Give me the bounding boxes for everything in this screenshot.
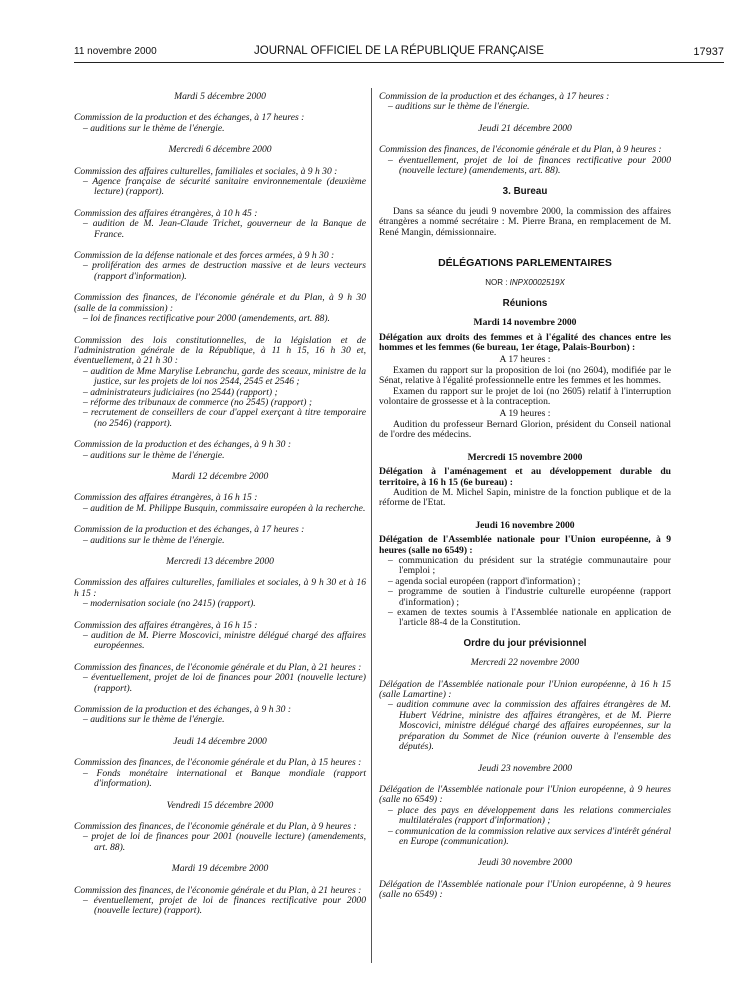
commission-entry: [74, 525, 366, 546]
continued-entry: [379, 92, 671, 113]
commission-heading: Commission des affaires étrangères, à 16 h 15 :: [74, 492, 258, 504]
agenda-items: [74, 314, 366, 324]
commission-heading: Commission des finances, de l'économie générale et du Plan, à 21 heures :: [74, 661, 362, 673]
agenda-item: – communication de la commission relative aux services d'intérêt général en Europe (communication).: [379, 827, 671, 848]
agenda-items: [379, 102, 671, 112]
commission-entry: [74, 251, 366, 282]
agenda-item: – place des pays en développement dans les relations commerciales multilatérales (rapport d'information) ;: [379, 806, 671, 827]
agenda-items: [379, 556, 671, 629]
agenda-item: – recrutement de conseillers de cour d'appel exerçant à titre temporaire (no 2546) (rapport).: [74, 408, 366, 429]
delegation-heading: Délégation aux droits des femmes et à l'égalité des chances entre les hommes et les femmes (6e bureau, 1er étage, Palais-Bourbon) :: [379, 331, 671, 354]
date-heading: Mercredi 15 novembre 2000: [467, 451, 583, 463]
commission-entry: [379, 145, 671, 176]
agenda-items: [74, 599, 366, 609]
commission-heading: Commission des finances, de l'économie générale et du Plan, à 21 heures :: [74, 884, 362, 896]
delegation-heading: Délégation de l'Assemblée nationale pour l'Union européenne, à 9 heures (salle no 6549) :: [379, 783, 671, 806]
header-rule: [74, 62, 724, 63]
commission-entry: [74, 758, 366, 789]
ordre-du-jour-list: [379, 658, 671, 900]
delegation-entry: [379, 680, 671, 753]
time-label: A 17 heures :: [499, 353, 551, 365]
agenda-item: – prolifération des armes de destruction massive et de leurs vecteurs (rapport d'information).: [74, 261, 366, 282]
agenda-items: [74, 896, 366, 917]
agenda-items: [74, 219, 366, 240]
delegation-entry: [379, 880, 671, 901]
section-title-ordre-du-jour: Ordre du jour prévisionnel: [463, 637, 587, 649]
commission-entry: [74, 293, 366, 324]
date-heading: Jeudi 21 décembre 2000: [478, 122, 572, 134]
agenda-items: [74, 124, 366, 134]
agenda-items: [379, 700, 671, 752]
bureau-text: Dans sa séance du jeudi 9 novembre 2000, la commission des affaires étrangères a nommé secrétaire : M. Pierre Brana, en remplacement de M. René Mangin, démissionnaire.: [379, 205, 671, 238]
commission-entry: [74, 167, 366, 198]
nor-code: INPX0002519X: [509, 278, 565, 288]
agenda-item: – auditions sur le thème de l'énergie.: [74, 451, 366, 461]
issue-date: 11 novembre 2000: [74, 46, 157, 57]
agenda-item: – audition de M. Jean-Claude Trichet, gouverneur de la Banque de France.: [74, 219, 366, 240]
date-heading: Mercredi 6 décembre 2000: [168, 144, 272, 156]
date-heading: Vendredi 15 décembre 2000: [166, 799, 274, 811]
agenda-items: [74, 769, 366, 790]
agenda-items: [74, 673, 366, 694]
page-header: [74, 46, 724, 60]
paragraph: Audition du professeur Bernard Glorion, président du Conseil national de l'ordre des médecins.: [379, 418, 671, 441]
agenda-item: – projet de loi de finances pour 2001 (nouvelle lecture) (amendements, art. 88).: [74, 832, 366, 853]
date-heading: Mardi 14 novembre 2000: [473, 317, 577, 329]
right-column: [379, 92, 671, 912]
agenda-items: [74, 261, 366, 282]
agenda-items: [74, 631, 366, 652]
commission-heading: Commission de la production et des échanges, à 17 heures :: [74, 524, 305, 536]
commission-heading: Commission des finances, de l'économie générale et du Plan, à 9 h 30 (salle de la commission) :: [74, 292, 366, 314]
delegation-heading: Délégation de l'Assemblée nationale pour l'Union européenne, à 9 heures (salle no 6549) :: [379, 878, 671, 901]
commission-entry: [74, 209, 366, 240]
date-heading: Jeudi 30 novembre 2000: [477, 857, 573, 869]
nor-label: NOR :: [485, 278, 508, 288]
agenda-item: – auditions sur le thème de l'énergie.: [379, 102, 671, 112]
date-heading: Mercredi 22 novembre 2000: [470, 657, 580, 669]
date-heading: Mercredi 13 décembre 2000: [166, 556, 274, 567]
agenda-items: [74, 504, 366, 514]
commission-heading: Commission de la production et des échanges, à 9 h 30 :: [74, 704, 292, 716]
journal-title: JOURNAL OFFICIEL DE LA RÉPUBLIQUE FRANÇAISE: [254, 45, 544, 57]
section-title-delegations: DÉLÉGATIONS PARLEMENTAIRES: [438, 257, 612, 270]
commission-heading: Commission de la production et des échanges, à 17 heures :: [74, 112, 305, 124]
commission-heading: Commission des affaires culturelles, familiales et sociales, à 9 h 30 :: [74, 165, 338, 177]
agenda-items: [379, 156, 671, 177]
date-heading: Mardi 12 décembre 2000: [171, 470, 269, 482]
agenda-item: – audition commune avec la commission des affaires étrangères de M. Hubert Védrine, ministre des affaires étrangères, et de M. Pierre Moscovici, ministre délégué chargé des affaires européennes, sur la préparation du Sommet de Nice (réunion ouverte à l'ensemble des députés).: [379, 700, 671, 752]
agenda-item: – audition de M. Philippe Busquin, commissaire européen à la recherche.: [74, 504, 366, 514]
paragraph: Examen du rapport sur le projet de loi (no 2605) relatif à l'interruption volontaire de grossesse et à la contraception.: [379, 385, 671, 408]
commission-entry: [74, 705, 366, 726]
commission-heading: Commission des finances, de l'économie générale et du Plan, à 9 heures :: [74, 820, 357, 832]
commission-entry: [74, 336, 366, 430]
paragraph: Examen du rapport sur la proposition de loi (no 2604), modifiée par le Sénat, relative à l'égalité professionnelle entre les femmes et les hommes.: [379, 364, 671, 387]
delegation-heading: Délégation à l'aménagement et au développement durable du territoire, à 16 h 15 (6e bureau) :: [379, 466, 671, 488]
agenda-item: – audition de M. Pierre Moscovici, ministre délégué chargé des affaires européennes.: [74, 631, 366, 652]
date-heading: Jeudi 23 novembre 2000: [477, 762, 573, 774]
commission-entry: [74, 113, 366, 134]
commission-heading: Commission de la production et des échanges, à 9 h 30 :: [74, 439, 292, 451]
agenda-item: – programme de soutien à l'industrie culturelle européenne (rapport d'information) ;: [379, 587, 671, 608]
agenda-item: – Agence française de sécurité sanitaire environnementale (deuxième lecture) (rapport).: [74, 177, 366, 198]
delegation-entry: [379, 785, 671, 847]
page-number: 17937: [693, 46, 724, 58]
agenda-items: [74, 367, 366, 429]
agenda-items: [74, 715, 366, 725]
commission-heading: Commission des affaires culturelles, familiales et sociales, à 9 h 30 et à 16 h 15 :: [74, 577, 366, 599]
agenda-item: – auditions sur le thème de l'énergie.: [74, 715, 366, 725]
nor-reference: [379, 278, 671, 288]
agenda-item: – auditions sur le thème de l'énergie.: [74, 536, 366, 546]
paragraph: Audition de M. Michel Sapin, ministre de la fonction publique et de la réforme de l'Etat.: [379, 486, 671, 509]
section-title-bureau: 3. Bureau: [502, 186, 548, 198]
agenda-item: – examen de textes soumis à l'Assemblée nationale en application de l'article 88-4 de la Constitution.: [379, 608, 671, 629]
commission-heading: Commission des lois constitutionnelles, de la législation et de l'administration générale de la République, à 11 h 15, 16 h 30 et, éventuellement, à 21 h 30 :: [74, 334, 366, 367]
agenda-item: – auditions sur le thème de l'énergie.: [74, 124, 366, 134]
commission-heading: Commission de la production et des échanges, à 17 heures :: [379, 91, 610, 102]
commission-entry: [74, 621, 366, 652]
column-divider: [371, 88, 372, 963]
commission-entry: [74, 493, 366, 514]
date-heading: Jeudi 16 novembre 2000: [475, 519, 575, 531]
left-column: [74, 92, 366, 928]
agenda-items: [74, 177, 366, 198]
commission-entry: [74, 578, 366, 609]
commission-heading: Commission des affaires étrangères, à 16 h 15 :: [74, 619, 258, 631]
commission-heading: Commission des finances, de l'économie générale et du Plan, à 9 heures :: [379, 144, 662, 156]
date-heading: Mardi 5 décembre 2000: [174, 91, 266, 102]
agenda-items: [74, 536, 366, 546]
agenda-item: – communication du président sur la stratégie communautaire pour l'emploi ;: [379, 556, 671, 577]
agenda-item: – audition de Mme Marylise Lebranchu, garde des sceaux, ministre de la justice, sur les projets de loi nos 2544, 2545 et 2546 ;: [74, 367, 366, 388]
commission-heading: Commission des finances, de l'économie générale et du Plan, à 15 heures :: [74, 757, 362, 769]
agenda-item: – réforme des tribunaux de commerce (no 2545) (rapport) ;: [74, 398, 366, 408]
agenda-item: – modernisation sociale (no 2415) (rapport).: [74, 599, 366, 609]
agenda-items: [74, 451, 366, 461]
agenda-item: – administrateurs judiciaires (no 2544) (rapport) ;: [74, 388, 366, 398]
agenda-item: – éventuellement, projet de loi de finances rectificative pour 2000 (nouvelle lecture) (amendements, art. 88).: [379, 156, 671, 177]
commission-entry: [74, 822, 366, 853]
commission-heading: Commission de la défense nationale et des forces armées, à 9 h 30 :: [74, 250, 335, 262]
agenda-item: – Fonds monétaire international et Banque mondiale (rapport d'information).: [74, 769, 366, 790]
agenda-item: – éventuellement, projet de loi de finances rectificative pour 2000 (nouvelle lecture) (rapport).: [74, 896, 366, 917]
commission-entry: [74, 663, 366, 694]
commission-heading: Commission des affaires étrangères, à 10 h 45 :: [74, 207, 258, 219]
commission-entry: [74, 886, 366, 917]
delegation-heading: Délégation de l'Assemblée nationale pour l'Union européenne, à 9 heures (salle no 6549) :: [379, 534, 671, 556]
date-heading: Mardi 19 décembre 2000: [171, 863, 269, 875]
date-heading: Jeudi 14 décembre 2000: [173, 735, 267, 747]
commission-entry: [74, 440, 366, 461]
agenda-item: – agenda social européen (rapport d'information) ;: [379, 577, 671, 587]
agenda-item: – loi de finances rectificative pour 2000 (amendements, art. 88).: [74, 314, 366, 324]
time-label: A 19 heures :: [499, 407, 551, 419]
delegation-heading: Délégation de l'Assemblée nationale pour l'Union européenne, à 16 h 15 (salle Lamartine) :: [379, 678, 671, 701]
subsection-reunions: Réunions: [502, 297, 548, 309]
agenda-items: [74, 832, 366, 853]
agenda-items: [379, 806, 671, 848]
agenda-item: – éventuellement, projet de loi de finances pour 2001 (nouvelle lecture) (rapport).: [74, 673, 366, 694]
